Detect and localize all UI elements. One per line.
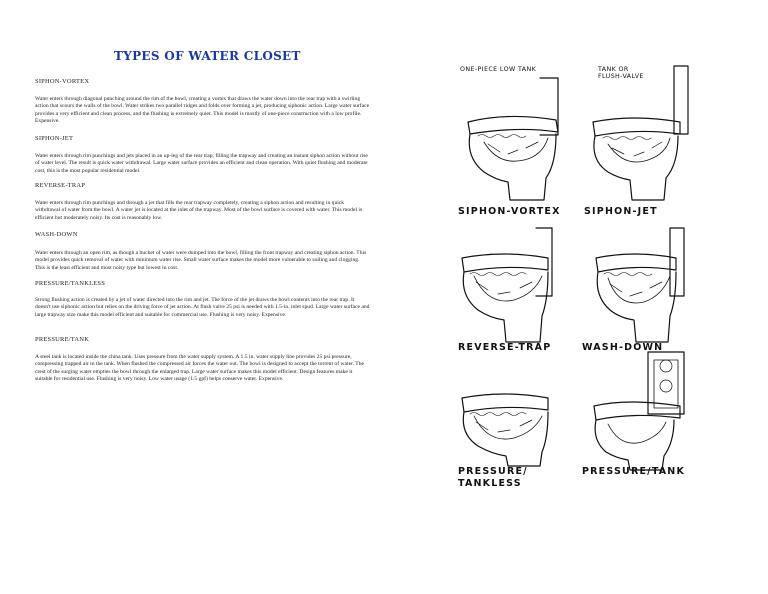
section-text-wash-down: Water enters through an open rim, as though a bucket of water were dumped into the bowl, filling the front trapway and creating siphon action. This model provides quick removal of water with minimum water rise. Small water surface makes the model more vulnerable to soiling and clogging. This is the least efficient and most noisy type but lowest in cost. [35, 250, 367, 271]
section-heading-wash-down: WASH-DOWN [35, 231, 78, 238]
wash-down-drawing [596, 228, 684, 342]
section-heading-reverse-trap: REVERSE-TRAP [35, 182, 86, 189]
caption-siphon-vortex: SIPHON-VORTEX [458, 206, 561, 217]
page-title: TYPES OF WATER CLOSET [114, 49, 301, 63]
toilet-drawings-svg [448, 60, 708, 500]
caption-reverse-trap: REVERSE-TRAP [458, 342, 552, 353]
section-text-siphon-vortex: Water enters through diagonal punching around the rim of the bowl, creating a vortex that draws the water down into the rear trap with a swirling action that scours the walls of the bowl. Water strikes two parallel ridges and folds over forming a jet, producing siphonic action. Large water surface provides a very efficient and clean process, and the flushing is extremely quiet. This model is mostly of one-piece construction with a low profile. Expensive. [35, 96, 370, 125]
section-text-reverse-trap: Water enters through rim punchings and through a jet that fills the rear trapway completely, creating a siphon action and resulting in quick withdrawal of water from the bowl. A water jet is located at the inlet of the trapway. Most of the bowl surface is covered with water. This model is efficient but moderately noisy. Its cost is reasonably low. [35, 200, 363, 221]
section-heading-siphon-jet: SIPHON-JET [35, 135, 74, 142]
label-one-piece-low-tank: ONE-PIECE LOW TANK [460, 66, 537, 73]
section-heading-pressure-tankless: PRESSURE/TANKLESS [35, 280, 106, 287]
section-text-pressure-tankless: Strong flushing action is created by a jet of water directed into the rim and jet. The force of the jet draws the bowl contents into the rear trap. It doesn't use siphonic action but relies on the driving force of jet action. At flush valve 25 psi is needed with 1.5-in. inlet spud. Large water surface and large trapway size make this model efficient and suitable for commercial use. Flushing is very noisy. Expensive. [35, 297, 370, 318]
caption-pressure-tankless: PRESSURE/ TANKLESS [458, 466, 528, 489]
section-heading-pressure-tank: PRESSURE/TANK [35, 336, 90, 343]
section-text-pressure-tank: A steel tank is located inside the china tank. Uses pressure from the water supply system. A 1.5 in. water supply line provides 25 psi pressure, compressing trapped air in the tank. When flushed the compressed air forces the water out. The bowl is designed to accept the torrent of water. The crest of the surging water empties the bowl through the enlarged trap. Large water surface makes this model efficient. Design features make it suitable for residential use. Flushing is very noisy. Low water usage (1.5 gpf) helps conserve water. Expensive. [35, 354, 364, 383]
caption-wash-down: WASH-DOWN [582, 342, 664, 353]
siphon-jet-drawing [593, 66, 688, 200]
pressure-tank-drawing [594, 352, 684, 470]
water-closet-illustrations [448, 60, 708, 500]
caption-pressure-tank: PRESSURE/TANK [582, 466, 686, 477]
pressure-tankless-drawing [462, 394, 548, 466]
caption-siphon-jet: SIPHON-JET [584, 206, 658, 217]
reverse-trap-drawing [462, 228, 552, 342]
label-tank-or-flush-valve: TANK OR FLUSH-VALVE [598, 66, 644, 80]
section-heading-siphon-vortex: SIPHON-VORTEX [35, 78, 90, 85]
section-text-siphon-jet: Water enters through rim punchings and jets placed in an up-leg of the rear trap, filling the trapway and creating an instant siphon action without rise of water level. The result is quick water withdrawal. Large water surface provides an efficient and clean operation. With quiet flushing and moderate cost, this is the most popular residential model. [35, 153, 368, 174]
siphon-vortex-drawing [468, 78, 558, 200]
